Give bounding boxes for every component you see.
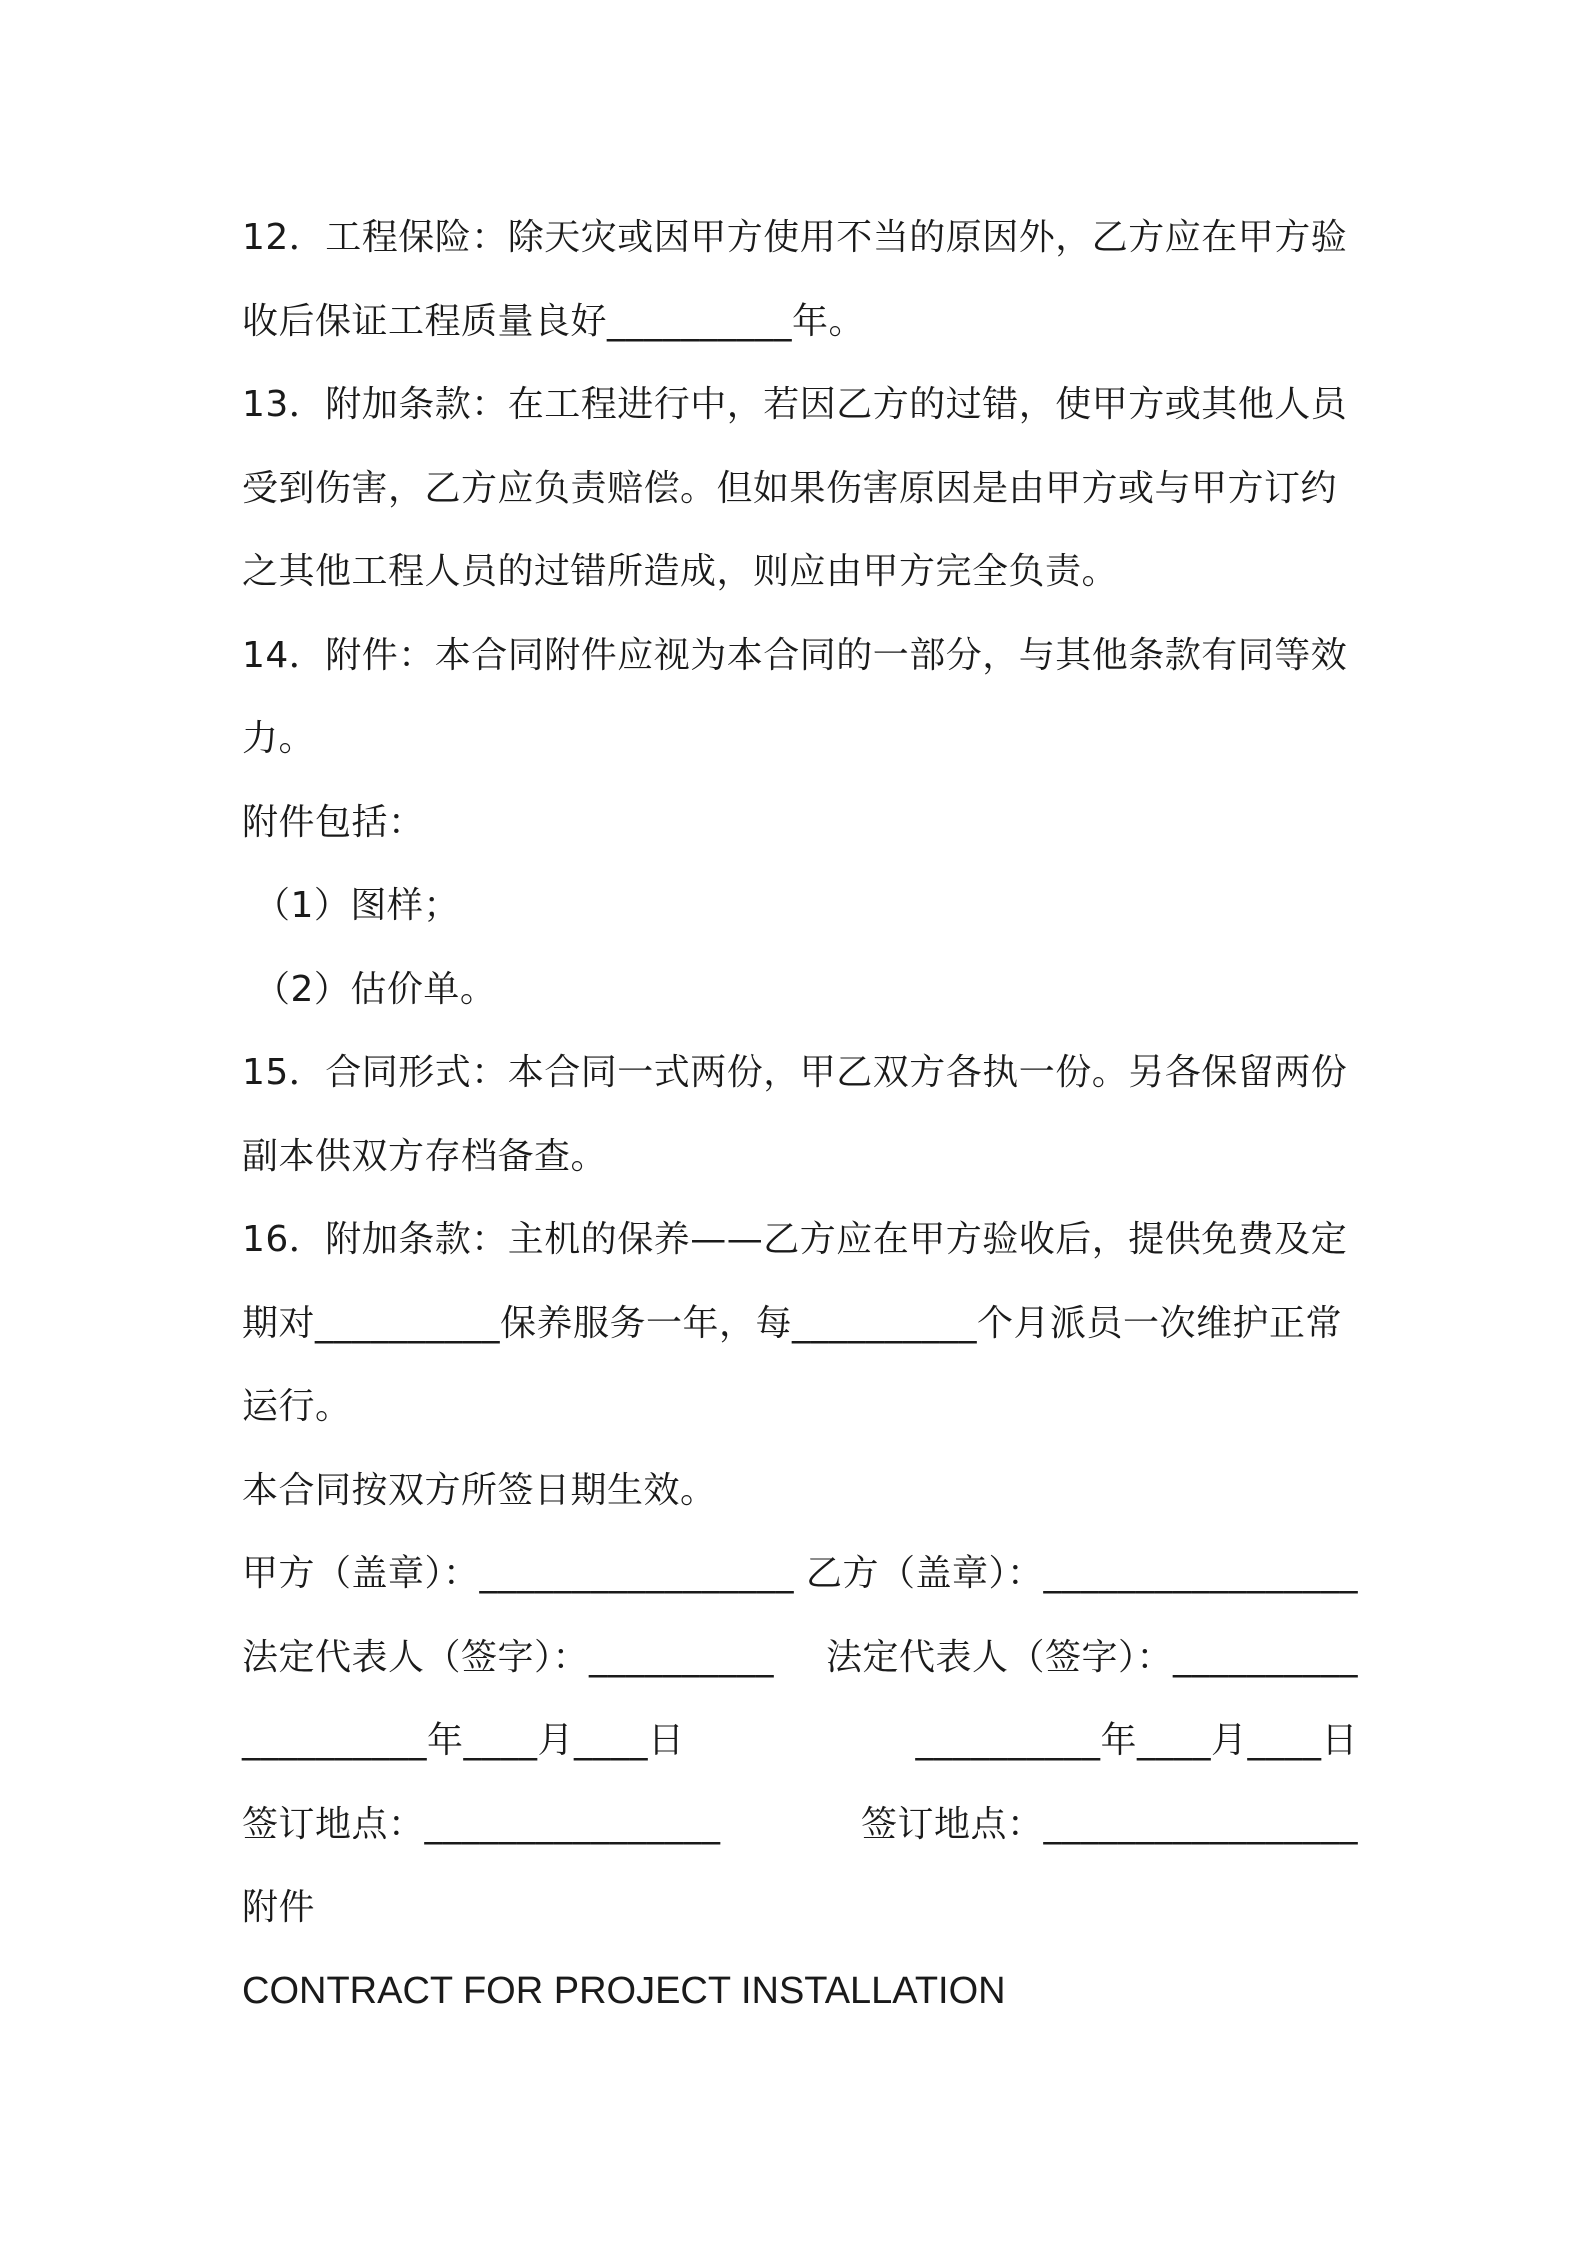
attachment-label: 附件: [242, 1887, 316, 1928]
attachment-item: （2）估价单。: [254, 968, 497, 1010]
signature-row-representative: [242, 1616, 1358, 1700]
party-a-date-field: __________年____月____日: [242, 1720, 685, 1761]
clause-15-line-1: 15．合同形式：本合同一式两份，甲乙双方各执一份。另各保留两份: [242, 1052, 1348, 1093]
clause-13-line-2: 受到伤害，乙方应负责赔偿。但如果伤害原因是由甲方或与甲方订约: [242, 467, 1338, 509]
clause-12-line-1: 12．工程保险：除天灾或因甲方使用不当的原因外，乙方应在甲方验: [242, 217, 1348, 258]
clause-12-line-2: 收后保证工程质量良好__________年。: [242, 300, 866, 342]
clause-16-line-1: 16．附加条款：主机的保养——乙方应在甲方验收后，提供免费及定: [242, 1219, 1348, 1260]
clause-13-line-3: 之其他工程人员的过错所造成，则应由甲方完全负责。: [242, 551, 1119, 592]
clause-16-line-2: 期对__________保养服务一年，每__________个月派员一次维护正常: [242, 1302, 1343, 1344]
party-a-place-field: 签订地点：________________: [242, 1803, 721, 1845]
clause-13-line-1: 13．附加条款：在工程进行中，若因乙方的过错，使甲方或其他人员: [242, 384, 1348, 425]
signature-row-date: [242, 1699, 1358, 1783]
party-b-place-field: 签订地点：_________________: [860, 1803, 1358, 1845]
party-b-representative-field: 法定代表人（签字）：__________: [825, 1636, 1358, 1678]
signature-row-place: [242, 1783, 1358, 1867]
english-title: CONTRACT FOR PROJECT INSTALLATION: [242, 1969, 1006, 2012]
clause-14-line-1: 14．附件：本合同附件应视为本合同的一部分，与其他条款有同等效: [242, 634, 1348, 676]
clause-16-line-3: 运行。: [242, 1386, 352, 1427]
party-b-date-field: __________年____月____日: [915, 1720, 1358, 1761]
contract-body: [242, 196, 1358, 2033]
clause-14-line-2: 力。: [242, 718, 316, 759]
party-b-seal-field: 乙方（盖章）：_________________: [805, 1553, 1358, 1594]
clause-15-line-2: 副本供双方存档备查。: [242, 1135, 608, 1177]
signature-row-seal: [242, 1532, 1358, 1616]
attachment-item: （1）图样；: [254, 885, 460, 926]
attachments-intro: 附件包括：: [242, 801, 425, 843]
effective-clause: 本合同按双方所签日期生效。: [242, 1469, 717, 1511]
party-a-seal-field: 甲方（盖章）：_________________: [242, 1553, 795, 1594]
party-a-representative-field: 法定代表人（签字）：__________: [242, 1636, 775, 1678]
